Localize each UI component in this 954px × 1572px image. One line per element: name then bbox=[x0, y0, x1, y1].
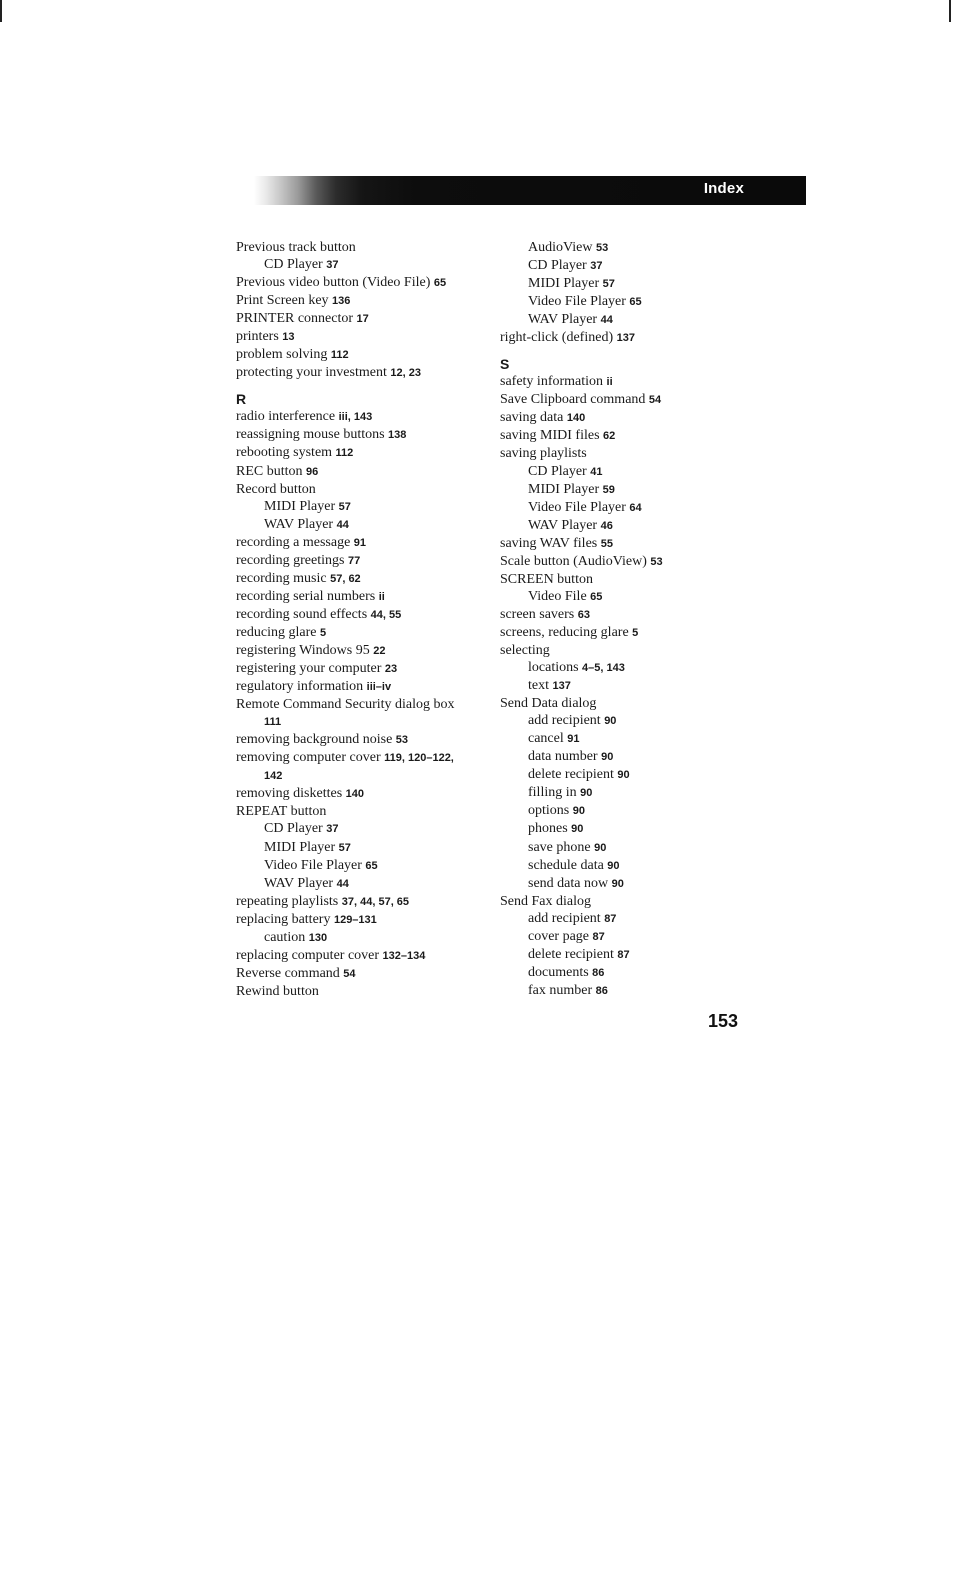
index-entry bbox=[236, 731, 486, 749]
index-page-refs: 90 bbox=[611, 877, 624, 890]
index-subentry bbox=[500, 820, 750, 838]
index-page-refs: 86 bbox=[595, 984, 608, 997]
index-page-refs: 90 bbox=[572, 805, 585, 818]
index-term: cover page bbox=[528, 928, 590, 944]
index-subentry bbox=[500, 659, 750, 677]
index-term: WAV Player bbox=[528, 312, 598, 328]
index-page-refs: 111 bbox=[264, 716, 282, 729]
index-term: Video File Player bbox=[528, 499, 626, 515]
index-term: CD Player bbox=[528, 463, 587, 479]
index-page-refs: 90 bbox=[617, 769, 630, 782]
index-page-refs: 130 bbox=[308, 931, 328, 944]
index-term: Save Clipboard command bbox=[500, 392, 646, 408]
index-term: caution bbox=[264, 929, 306, 945]
index-page-refs: 5 bbox=[319, 626, 327, 639]
index-term: saving playlists bbox=[500, 446, 587, 462]
index-page-refs: 53 bbox=[595, 242, 609, 254]
index-term: documents bbox=[528, 964, 589, 980]
section-letter: S bbox=[500, 356, 510, 373]
index-entry bbox=[236, 534, 486, 552]
index-subentry bbox=[500, 784, 750, 802]
index-term: Reverse command bbox=[236, 965, 340, 981]
index-subentry bbox=[500, 311, 750, 329]
index-term: Record button bbox=[236, 481, 316, 497]
index-term: screen savers bbox=[500, 606, 575, 622]
index-page-refs: 132–134 bbox=[382, 949, 426, 962]
index-subentry bbox=[236, 857, 486, 875]
index-subentry bbox=[500, 946, 750, 964]
index-entry bbox=[500, 391, 750, 409]
index-term: filling in bbox=[528, 785, 577, 801]
index-term: cancel bbox=[528, 731, 564, 747]
index-page-refs: 23 bbox=[384, 663, 398, 676]
index-page-refs: 96 bbox=[306, 465, 319, 478]
index-entry bbox=[236, 983, 486, 1000]
index-entry bbox=[500, 373, 750, 391]
index-term: data number bbox=[528, 749, 598, 765]
index-subentry bbox=[236, 498, 486, 516]
index-entry bbox=[236, 310, 486, 328]
index-entry bbox=[236, 463, 486, 481]
index-entry bbox=[236, 274, 486, 292]
index-page-refs: ii bbox=[378, 590, 385, 603]
index-page-refs: 54 bbox=[343, 967, 356, 980]
index-page-refs: 44 bbox=[336, 518, 349, 531]
index-page-refs: 44 bbox=[336, 877, 349, 890]
index-entry bbox=[236, 481, 486, 498]
index-subentry bbox=[500, 293, 750, 311]
index-term: locations bbox=[528, 660, 579, 676]
index-subentry bbox=[236, 929, 486, 947]
index-page-refs: 54 bbox=[648, 394, 662, 407]
index-term: MIDI Player bbox=[528, 276, 600, 292]
index-term: MIDI Player bbox=[264, 839, 336, 855]
index-entry bbox=[500, 409, 750, 427]
index-term: WAV Player bbox=[264, 875, 334, 891]
index-term: schedule data bbox=[528, 857, 604, 873]
section-header-band bbox=[254, 176, 806, 205]
index-page-refs: iii, 143 bbox=[338, 411, 373, 424]
index-term: safety information bbox=[500, 374, 604, 390]
index-page-refs: 37 bbox=[326, 259, 339, 272]
index-page-refs: 5 bbox=[632, 626, 639, 639]
index-term: Previous track button bbox=[236, 240, 356, 255]
index-term: CD Player bbox=[264, 821, 323, 837]
index-page-refs: 90 bbox=[594, 841, 607, 854]
index-term: fax number bbox=[528, 982, 593, 998]
index-page-refs: 59 bbox=[602, 483, 615, 496]
index-entry bbox=[236, 696, 486, 713]
index-page-refs: 46 bbox=[600, 519, 613, 532]
index-term: options bbox=[528, 803, 570, 819]
index-term: Remote Command Security dialog box bbox=[236, 697, 455, 713]
index-subentry bbox=[500, 928, 750, 946]
index-term: rebooting system bbox=[236, 445, 333, 461]
index-subentry bbox=[500, 588, 750, 606]
index-page-refs: 37 bbox=[590, 260, 603, 273]
index-subentry bbox=[500, 712, 750, 730]
index-entry bbox=[236, 364, 486, 382]
index-page-refs: 137 bbox=[552, 680, 571, 693]
scan-edge-mark-left bbox=[0, 0, 2, 22]
page-number: 153 bbox=[708, 1011, 739, 1031]
index-page-refs: 90 bbox=[580, 787, 593, 800]
index-subentry bbox=[236, 256, 486, 274]
index-term: recording serial numbers bbox=[236, 588, 376, 604]
index-term: regulatory information bbox=[236, 679, 364, 695]
index-term: CD Player bbox=[528, 258, 587, 274]
index-page-refs: 57, 62 bbox=[330, 572, 361, 585]
index-term: WAV Player bbox=[528, 517, 598, 533]
index-term: WAV Player bbox=[264, 516, 334, 532]
index-term: saving MIDI files bbox=[500, 428, 600, 444]
index-term: add recipient bbox=[528, 910, 601, 926]
index-term: right-click (defined) bbox=[500, 330, 614, 346]
index-page-refs: 90 bbox=[604, 715, 617, 728]
index-term: text bbox=[528, 678, 549, 694]
index-entry bbox=[236, 408, 486, 426]
index-page-refs: 142 bbox=[264, 770, 283, 783]
index-term: removing background noise bbox=[236, 732, 393, 748]
index-subentry bbox=[500, 517, 750, 535]
index-term: MIDI Player bbox=[528, 481, 600, 497]
index-entry-continuation bbox=[236, 767, 486, 785]
index-subentry bbox=[500, 875, 750, 893]
index-subentry bbox=[500, 257, 750, 275]
index-page-refs: 55 bbox=[600, 537, 613, 550]
index-page-refs: 91 bbox=[567, 733, 580, 746]
index-page-refs: 64 bbox=[629, 501, 642, 514]
index-page-refs: 57 bbox=[338, 500, 351, 513]
index-term: reassigning mouse buttons bbox=[236, 427, 385, 443]
index-term: selecting bbox=[500, 642, 550, 658]
index-entry bbox=[236, 947, 486, 965]
index-term: registering Windows 95 bbox=[236, 642, 370, 658]
index-page-refs: 62 bbox=[603, 430, 616, 443]
index-entry bbox=[236, 426, 486, 444]
index-term: removing diskettes bbox=[236, 786, 343, 802]
index-page-refs: 87 bbox=[604, 912, 617, 925]
index-term: reducing glare bbox=[236, 624, 317, 640]
index-page-refs: 17 bbox=[356, 313, 369, 326]
index-subentry bbox=[500, 857, 750, 875]
index-page-refs: 53 bbox=[650, 555, 663, 568]
index-term: REC button bbox=[236, 463, 303, 479]
index-page-refs: 138 bbox=[388, 429, 407, 442]
index-entry bbox=[500, 606, 750, 624]
index-term: save phone bbox=[528, 839, 591, 855]
index-subentry bbox=[500, 802, 750, 820]
index-entry-continuation bbox=[236, 713, 486, 731]
index-page-refs: iii–iv bbox=[366, 681, 392, 694]
index-term: screens, reducing glare bbox=[500, 624, 629, 640]
index-term: Previous video button (Video File) bbox=[236, 275, 431, 291]
index-page-refs: 136 bbox=[332, 295, 351, 308]
index-page-refs: 65 bbox=[365, 859, 378, 872]
index-subentry bbox=[500, 677, 750, 695]
index-column-left bbox=[236, 239, 486, 1000]
index-entry bbox=[500, 329, 750, 347]
index-term: delete recipient bbox=[528, 767, 614, 783]
index-term: send data now bbox=[528, 875, 609, 891]
index-subentry bbox=[500, 910, 750, 928]
index-term: saving data bbox=[500, 410, 564, 426]
index-entry bbox=[236, 785, 486, 803]
index-entry bbox=[236, 588, 486, 606]
index-page-refs: 87 bbox=[617, 948, 630, 961]
index-entry bbox=[236, 606, 486, 624]
index-term: printers bbox=[236, 329, 279, 345]
index-entry bbox=[236, 660, 486, 678]
index-subentry bbox=[236, 839, 486, 857]
index-term: replacing computer cover bbox=[236, 947, 380, 963]
index-term: Print Screen key bbox=[236, 293, 329, 309]
index-subentry bbox=[236, 875, 486, 893]
index-term: removing computer cover bbox=[236, 750, 381, 766]
index-entry bbox=[236, 642, 486, 660]
index-page-refs: 37, 44, 57, 65 bbox=[341, 895, 410, 908]
index-term: MIDI Player bbox=[264, 498, 336, 514]
index-entry bbox=[500, 427, 750, 445]
index-page-refs: 87 bbox=[592, 930, 605, 943]
index-term: Video File bbox=[528, 588, 587, 604]
index-term: add recipient bbox=[528, 713, 601, 729]
index-term: recording greetings bbox=[236, 552, 345, 568]
index-subentry bbox=[500, 982, 750, 1000]
index-entry bbox=[500, 535, 750, 553]
index-term: SCREEN button bbox=[500, 571, 593, 587]
index-term: Scale button (AudioView) bbox=[500, 553, 647, 569]
index-page-refs: 140 bbox=[566, 412, 586, 425]
section-letter: R bbox=[236, 391, 247, 408]
index-entry bbox=[236, 749, 486, 767]
index-entry bbox=[500, 571, 750, 588]
index-page-refs: 12, 23 bbox=[390, 367, 421, 380]
index-entry bbox=[500, 445, 750, 462]
index-entry bbox=[236, 965, 486, 983]
index-subentry bbox=[500, 481, 750, 499]
index-page-refs: 90 bbox=[571, 823, 584, 836]
index-subentry bbox=[500, 748, 750, 766]
index-page-refs: 86 bbox=[592, 966, 605, 979]
index-page-refs: 119, 120–122, bbox=[384, 752, 454, 765]
index-term: AudioView bbox=[528, 240, 593, 255]
index-page-refs: 41 bbox=[590, 465, 603, 478]
index-page-refs: 65 bbox=[629, 296, 642, 309]
index-subentry bbox=[500, 463, 750, 481]
index-entry bbox=[236, 552, 486, 570]
index-page-refs: 129–131 bbox=[333, 913, 377, 926]
index-term: delete recipient bbox=[528, 946, 614, 962]
index-page-refs: 112 bbox=[335, 447, 354, 460]
index-page-refs: 63 bbox=[577, 608, 590, 621]
index-term: repeating playlists bbox=[236, 893, 339, 909]
index-subentry bbox=[500, 499, 750, 517]
index-term: Rewind button bbox=[236, 983, 319, 999]
index-page-refs: ii bbox=[606, 376, 613, 389]
index-entry bbox=[236, 624, 486, 642]
index-term: PRINTER connector bbox=[236, 311, 354, 327]
index-page-refs: 65 bbox=[590, 590, 603, 603]
index-subentry bbox=[500, 730, 750, 748]
index-entry bbox=[236, 911, 486, 929]
index-term: replacing battery bbox=[236, 911, 331, 927]
index-entry bbox=[500, 624, 750, 642]
index-subentry bbox=[236, 820, 486, 838]
index-term: Video File Player bbox=[264, 857, 362, 873]
index-term: CD Player bbox=[264, 257, 323, 273]
index-entry bbox=[236, 893, 486, 911]
index-entry bbox=[500, 553, 750, 571]
index-page-refs: 140 bbox=[345, 788, 365, 801]
index-subentry bbox=[500, 839, 750, 857]
index-term: recording sound effects bbox=[236, 606, 368, 622]
section-header-title: Index bbox=[703, 180, 744, 197]
index-entry bbox=[236, 444, 486, 462]
index-entry bbox=[236, 292, 486, 310]
index-term: problem solving bbox=[236, 347, 328, 363]
index-term: protecting your investment bbox=[236, 365, 387, 381]
index-term: saving WAV files bbox=[500, 535, 598, 551]
index-entry bbox=[500, 642, 750, 659]
index-subentry bbox=[500, 275, 750, 293]
index-page-refs: 77 bbox=[347, 554, 361, 567]
index-entry bbox=[236, 328, 486, 346]
index-term: recording music bbox=[236, 570, 327, 586]
index-entry bbox=[236, 346, 486, 364]
index-subentry bbox=[500, 766, 750, 784]
index-term: phones bbox=[528, 821, 568, 837]
index-page-refs: 13 bbox=[282, 331, 295, 344]
index-entry bbox=[500, 695, 750, 712]
index-subentry bbox=[500, 239, 750, 257]
index-page-refs: 37 bbox=[326, 823, 339, 836]
index-entry bbox=[236, 678, 486, 696]
index-page-refs: 4–5, 143 bbox=[582, 662, 625, 675]
index-page-refs: 44, 55 bbox=[370, 608, 402, 621]
index-term: registering your computer bbox=[236, 661, 382, 677]
index-page-refs: 57 bbox=[338, 841, 351, 854]
index-page-refs: 90 bbox=[601, 751, 614, 764]
index-page-refs: 57 bbox=[602, 278, 615, 291]
index-subentry bbox=[236, 516, 486, 534]
index-page-refs: 137 bbox=[616, 332, 635, 345]
index-page-refs: 44 bbox=[600, 314, 613, 327]
index-page-refs: 90 bbox=[607, 859, 620, 872]
index-page-refs: 112 bbox=[330, 349, 349, 362]
index-column-right bbox=[500, 239, 750, 1000]
index-term: radio interference bbox=[236, 409, 336, 425]
index-entry bbox=[500, 893, 750, 910]
index-page-refs: 53 bbox=[395, 734, 409, 747]
index-term: REPEAT button bbox=[236, 804, 327, 820]
index-entry bbox=[236, 570, 486, 588]
index-page-refs: 65 bbox=[433, 277, 447, 290]
index-subentry bbox=[500, 964, 750, 982]
index-term: Send Fax dialog bbox=[500, 893, 591, 909]
index-page-refs: 91 bbox=[353, 536, 367, 549]
index-term: recording a message bbox=[236, 534, 351, 550]
index-term: Video File Player bbox=[528, 294, 626, 310]
index-page-refs: 22 bbox=[373, 644, 386, 657]
index-entry bbox=[236, 239, 486, 256]
index-term: Send Data dialog bbox=[500, 696, 597, 712]
scan-edge-mark-right bbox=[949, 0, 951, 22]
index-entry bbox=[236, 803, 486, 820]
